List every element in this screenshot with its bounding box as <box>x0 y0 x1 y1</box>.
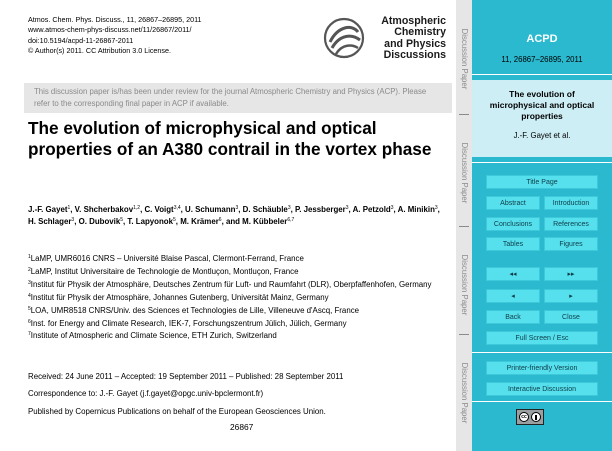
paper-title: The evolution of microphysical and optical properties of an A380 contrail in the vortex phase <box>28 118 432 159</box>
panel-journal: ACPD <box>526 33 558 45</box>
author-name: A. Petzold <box>352 205 391 214</box>
strip-separator <box>459 114 469 115</box>
journal-header <box>28 15 202 57</box>
egu-globe-icon <box>322 16 366 60</box>
affiliation-item: $^5$LOA, UMR8518 CNRS/Univ. des Sciences et Technologies de Lille, Villeneuve d'Ascq, France <box>28 305 360 315</box>
doi[interactable]: doi:10.5194/acpd-11-26867-2011 <box>28 35 134 45</box>
journal-url[interactable]: www.atmos-chem-phys-discuss.net/11/26867/2011/ <box>28 25 192 35</box>
author-name: H. Schlager <box>28 217 72 227</box>
affiliation-item: $^4$Institut für Physik der Atmosphäre, Johannes Gutenberg, Universität Mainz, Germany <box>28 292 329 302</box>
affiliation-item: $^7$Institute of Atmospheric and Climate Science, ETH Zurich, Switzerland <box>28 331 277 341</box>
author-affiliation-mark: 3 <box>390 205 394 211</box>
attribution-icon <box>531 412 541 422</box>
panel-paper-title: The evolution of microphysical and optical properties <box>489 89 595 121</box>
strip-label: Discussion Paper <box>460 362 469 424</box>
author-name: M. Krämer <box>180 217 219 227</box>
author-affiliation-mark: 6 <box>218 217 222 224</box>
abstract-button[interactable]: Abstract <box>486 196 540 210</box>
next-page-button[interactable]: ▸ <box>544 289 598 303</box>
correspondence: Correspondence to: J.-F. Gayet (j.f.gayet@opgc.univ-bpclermont.fr) <box>28 389 264 398</box>
conclusions-button[interactable]: Conclusions <box>486 217 540 231</box>
publication-dates: Received: 24 June 2011 – Accepted: 19 September 2011 – Published: 28 September 2011 <box>28 372 344 381</box>
review-notice: This discussion paper is/has been under review for the journal Atmospheric Chemistry and Physics (ACP). Please refer to the corresponding final paper in ACP if available. <box>24 83 452 113</box>
discussion-paper-strip <box>456 0 472 451</box>
author-affiliation-mark: 1 <box>67 205 71 211</box>
panel-volume: 11, 26867–26895, 2011 <box>501 55 583 64</box>
author-affiliation-mark: 3 <box>287 205 291 211</box>
strip-label: Discussion Paper <box>460 142 469 204</box>
author-affiliation-mark: 1,2 <box>133 205 141 211</box>
author-name: U. Schumann <box>185 205 236 214</box>
author-name: O. Dubovik <box>78 217 121 227</box>
panel-paper-box <box>472 80 612 157</box>
author-name: M. Kübbeler <box>242 217 288 227</box>
journal-citation: Atmos. Chem. Phys. Discuss., 11, 26867–26895, 2011 <box>28 15 202 24</box>
first-page-button[interactable]: ◂◂ <box>486 267 540 281</box>
full-screen-button[interactable]: Full Screen / Esc <box>486 331 598 345</box>
introduction-button[interactable]: Introduction <box>544 196 598 210</box>
logo-wordmark: Atmospheric Chemistry and Physics Discussions <box>381 15 446 61</box>
affiliation-item: $^6$Inst. for Energy and Climate Research, IEK-7, Forschungszentrum Jülich, Jülich, Germany <box>28 318 347 328</box>
author-name: C. Voigt <box>144 205 174 214</box>
previous-page-button[interactable]: ◂ <box>486 289 540 303</box>
page-number: 26867 <box>230 422 254 432</box>
author-name: J.-F. Gayet <box>28 205 68 214</box>
back-button[interactable]: Back <box>486 310 540 324</box>
author-name: V. Shcherbakov <box>74 205 134 214</box>
figures-button[interactable]: Figures <box>544 237 598 251</box>
title-page-button[interactable]: Title Page <box>486 175 598 189</box>
panel-divider <box>472 74 612 75</box>
interactive-discussion-button[interactable]: Interactive Discussion <box>486 382 598 396</box>
strip-separator <box>459 334 469 335</box>
author-name: A. Minikin <box>397 205 435 214</box>
journal-logo <box>322 12 454 70</box>
panel-paper-author: J.-F. Gayet et al. <box>513 131 571 140</box>
author-name: P. Jessberger <box>294 205 346 214</box>
strip-label: Discussion Paper <box>460 254 469 316</box>
affiliation-item: $^2$LaMP, Institut Universitaire de Technologie de Montluçon, Montluçon, France <box>28 266 299 276</box>
affiliation-item: $^1$LaMP, UMR6016 CNRS – Université Blaise Pascal, Clermont-Ferrand, France <box>28 254 304 263</box>
author-affiliation-mark: 3,4 <box>173 205 181 211</box>
panel-divider <box>472 401 612 402</box>
author-name: D. Schäuble <box>242 205 288 214</box>
author-name: T. Lapyonok <box>127 217 174 227</box>
printer-friendly-button[interactable]: Printer-friendly Version <box>486 361 598 375</box>
references-button[interactable]: References <box>544 217 598 231</box>
author-affiliation-mark: 3 <box>235 205 239 211</box>
strip-separator <box>459 226 469 227</box>
publisher-line: Published by Copernicus Publications on behalf of the European Geosciences Union. <box>28 407 326 416</box>
author-list: J.-F. Gayet$^1$, V. Shcherbakov$^{1,2}$, C. Voigt$^{3,4}$, U. Schumann$^3$, D. Schäuble$^3$, P. Jessberger$^3$, A. Petzold$^3$, A. Minikin$^3$, H. Schlager$^3$, O. Dubovik$^5$, T. Lapyonok$^5$, M. Krämer$^6$, and M. Kübbeler$^{6,7}$ <box>28 205 440 227</box>
tables-button[interactable]: Tables <box>486 237 540 251</box>
panel-divider <box>472 162 612 163</box>
affiliation-list <box>28 252 448 342</box>
navigation-panel <box>472 0 612 451</box>
affiliation-item: $^3$Institut für Physik der Atmosphäre, Deutsches Zentrum für Luft- und Raumfahrt (DLR), Oberpfaffenhofen, Germany <box>28 279 432 289</box>
creative-commons-badge-icon[interactable] <box>516 409 544 425</box>
cc-icon: cc <box>519 412 529 422</box>
author-affiliation-mark: 3 <box>71 217 75 224</box>
author-affiliation-mark: 3 <box>434 205 438 211</box>
last-page-button[interactable]: ▸▸ <box>544 267 598 281</box>
license-line: © Author(s) 2011. CC Attribution 3.0 License. <box>28 46 171 56</box>
author-affiliation-mark: 5 <box>173 217 176 224</box>
close-button[interactable]: Close <box>544 310 598 324</box>
author-affiliation-mark: 5 <box>120 217 124 224</box>
author-affiliation-mark: 3 <box>345 205 349 211</box>
panel-divider <box>472 352 612 353</box>
strip-label: Discussion Paper <box>460 28 469 90</box>
author-affiliation-mark: 6,7 <box>287 217 295 224</box>
